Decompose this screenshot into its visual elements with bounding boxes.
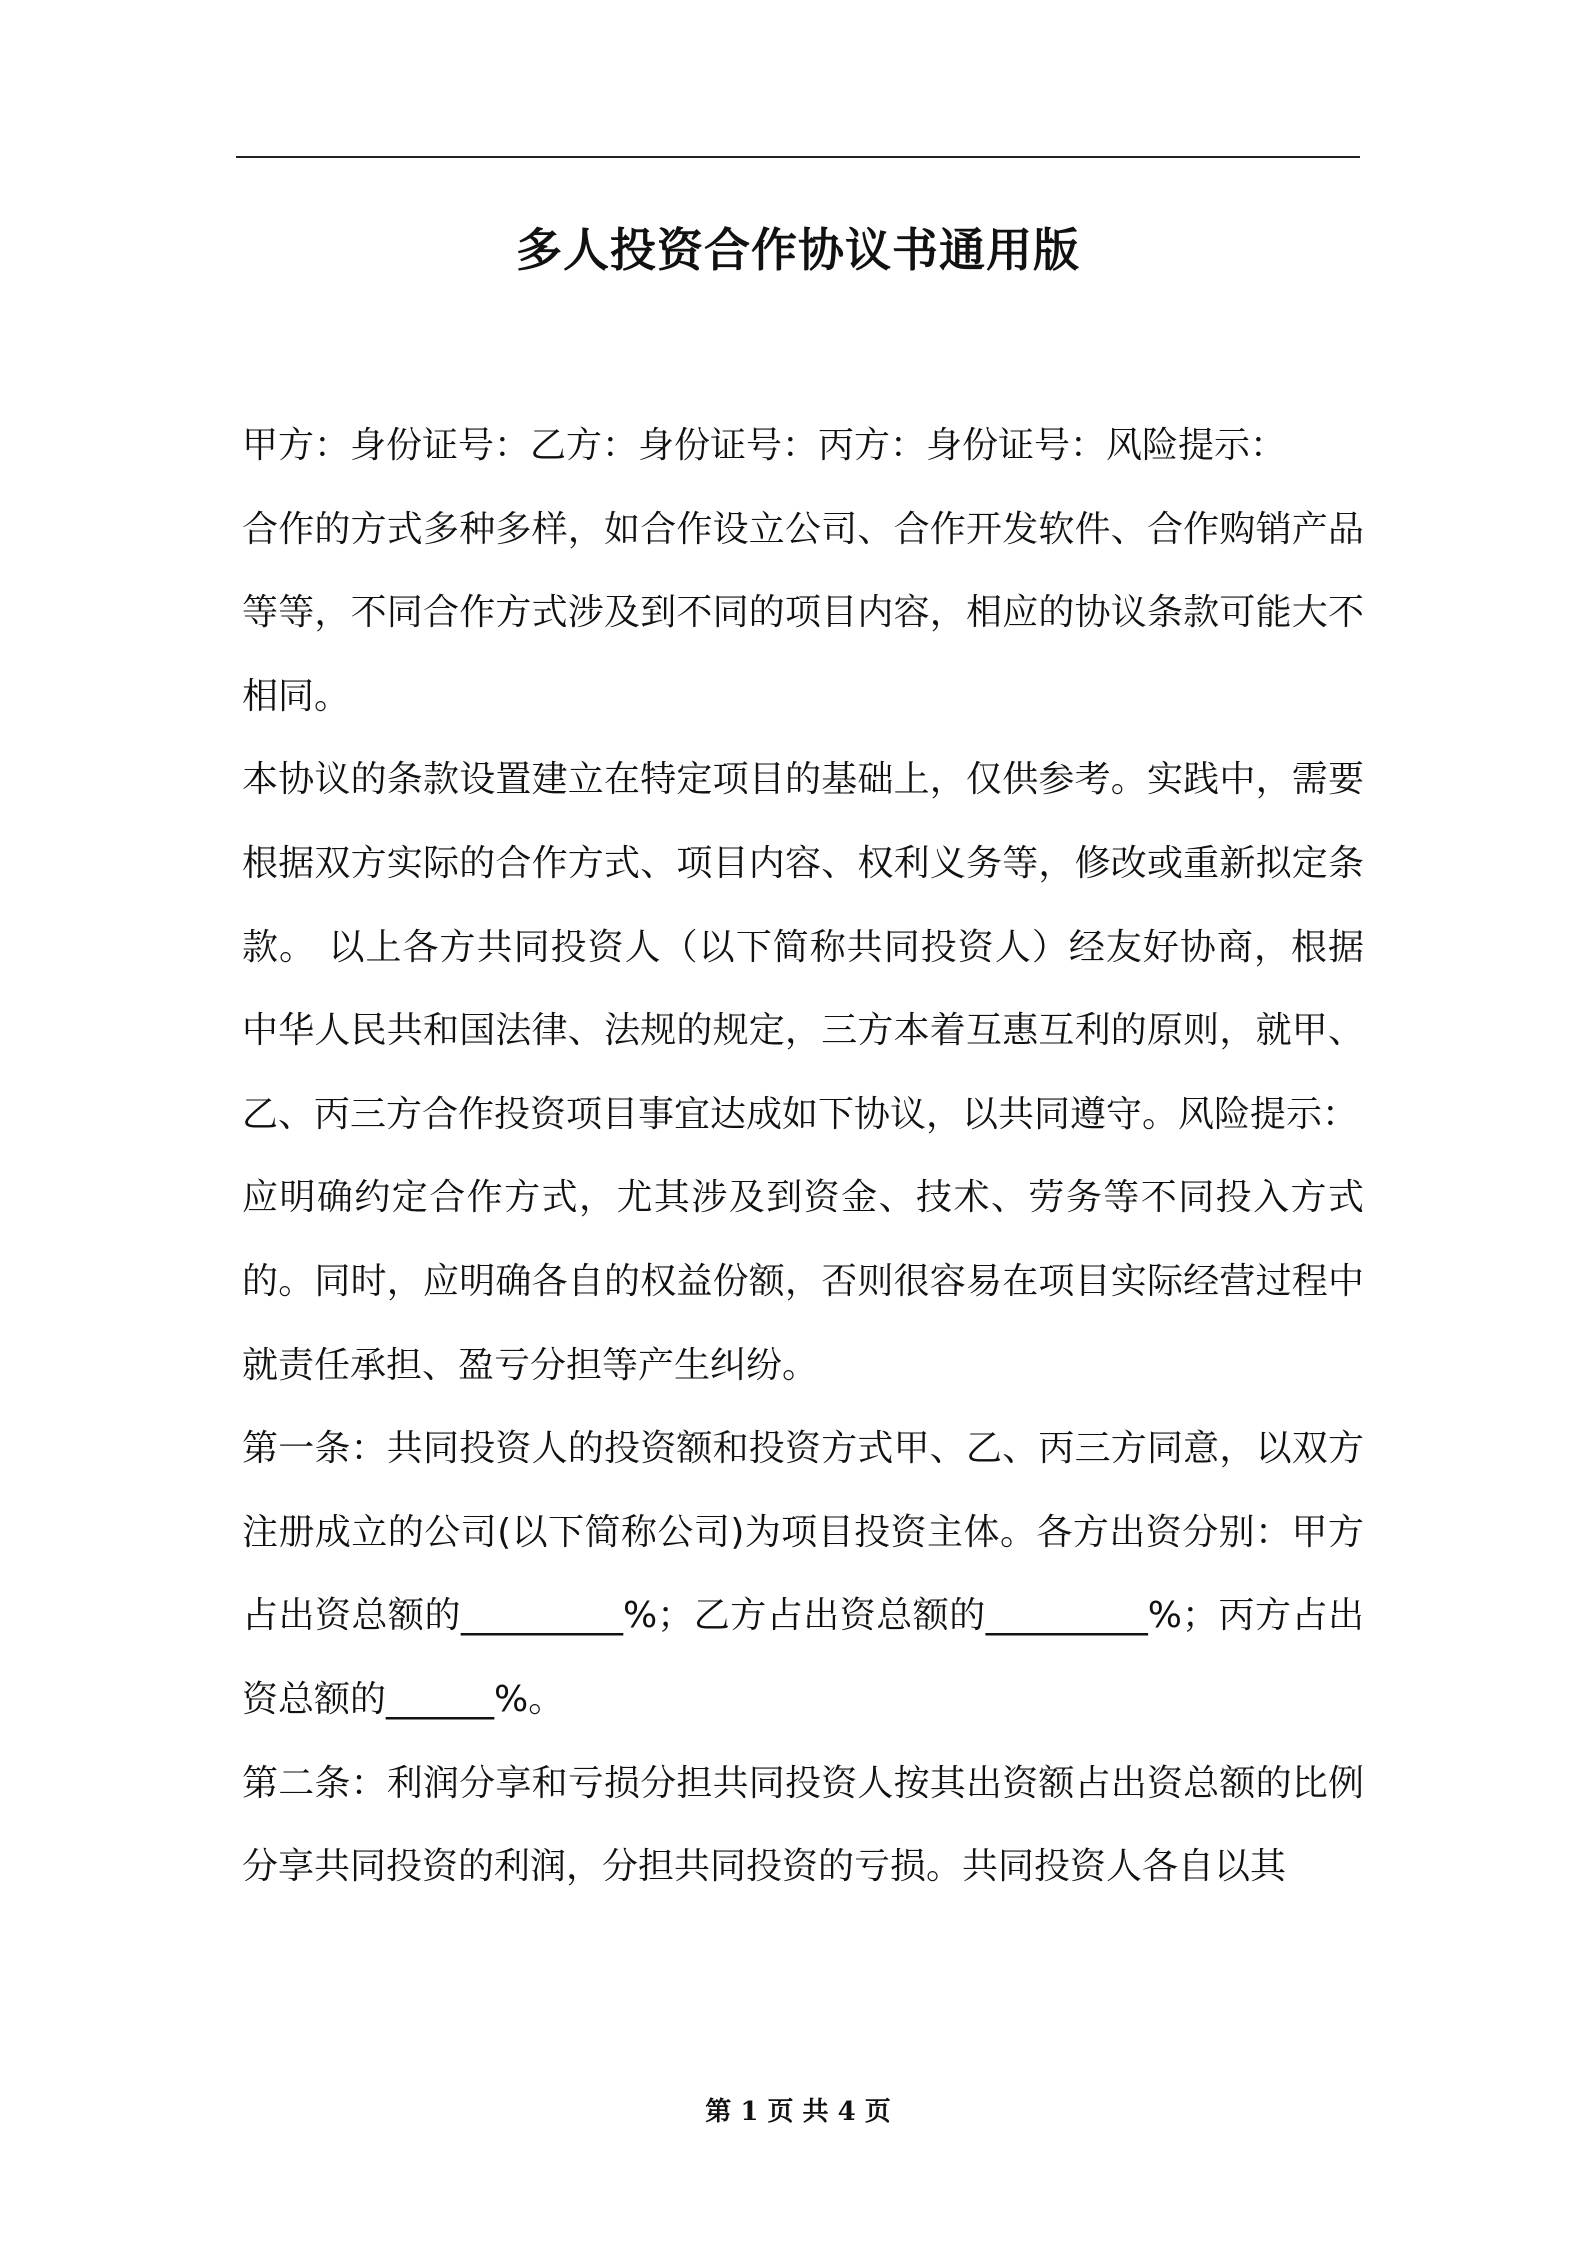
page-number: 第 1 页 共 4 页 [705,2097,891,2127]
paragraph-agreement-basis: 本协议的条款设置建立在特定项目的基础上，仅供参考。实践中，需要根据双方实际的合作方式、项目内容、权利义务等，修改或重新拟定条款。 以上各方共同投资人（以下简称共同投资人）经友好协商，根据中华人民共和国法律、法规的规定，三方本着互惠互利的原则，就甲、乙、丙三方合作投资项目事宜达成如下协议，以共同遵守。风险提示： [242,759,1364,1135]
header-rule [236,156,1360,158]
paragraph-risk-notice: 应明确约定合作方式，尤其涉及到资金、技术、劳务等不同投入方式的。同时，应明确各自的权益份额，否则很容易在项目实际经营过程中就责任承担、盈亏分担等产生纠纷。 [242,1177,1364,1386]
paragraph-cooperation-methods: 合作的方式多种多样，如合作设立公司、合作开发软件、合作购销产品等等，不同合作方式涉及到不同的项目内容，相应的协议条款可能大不相同。 [242,508,1364,717]
paragraph-parties: 甲方：身份证号：乙方：身份证号：丙方：身份证号：风险提示： [242,425,1287,466]
document-body [242,404,1364,1909]
paragraph-article-two: 第二条：利润分享和亏损分担共同投资人按其出资额占出资总额的比例分享共同投资的利润，分担共同投资的亏损。共同投资人各自以其 [242,1762,1364,1888]
document-title: 多人投资合作协议书通用版 [516,223,1080,277]
paragraph-article-one: 第一条：共同投资人的投资额和投资方式甲、乙、丙三方同意，以双方注册成立的公司(以下简称公司)为项目投资主体。各方出资分别：甲方占出资总额的_________%；乙方占出资总额的_________%；丙方占出资总额的______%。 [242,1428,1364,1720]
